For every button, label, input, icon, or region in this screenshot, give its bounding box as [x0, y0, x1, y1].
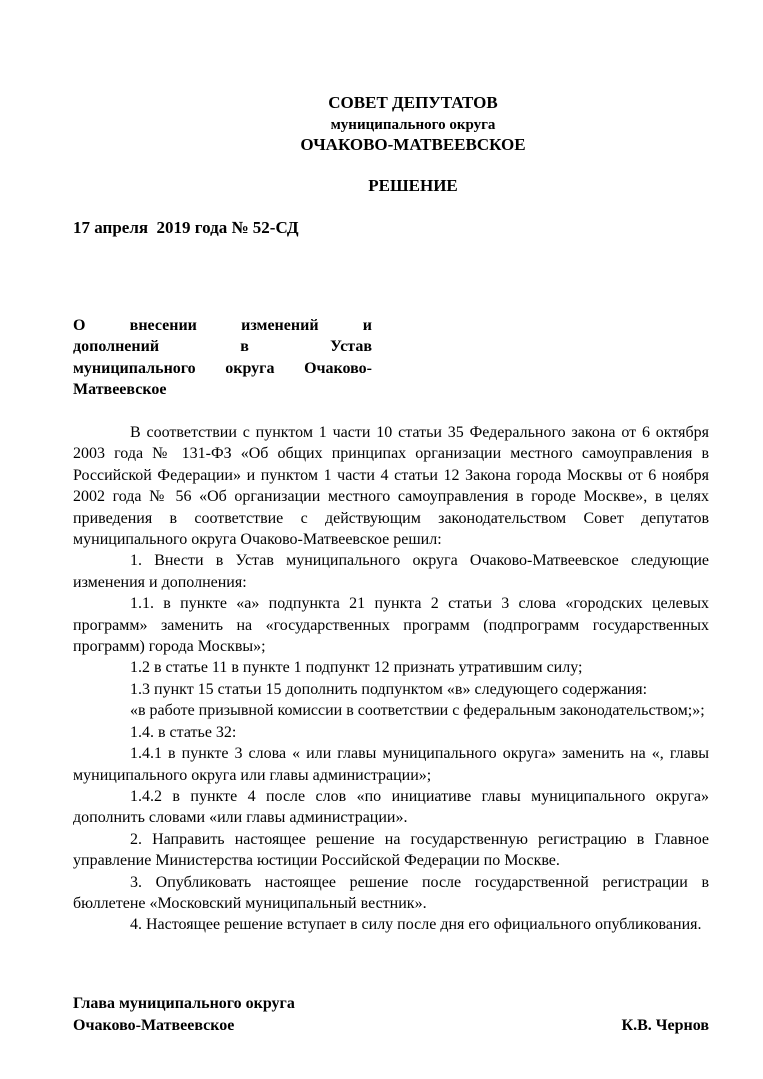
decision-subject	[73, 315, 372, 400]
subject-line: О внесении изменений и	[73, 317, 372, 334]
clause-paragraph: 1. Внести в Устав муниципального округа Очаково-Матвеевское следующие изменения и дополнения:	[73, 552, 709, 591]
clause-paragraph: 1.3 пункт 15 статьи 15 дополнить подпунктом «в» следующего содержания:	[130, 680, 648, 698]
signature-position-line	[73, 995, 709, 1013]
clause-paragraph: 1.2 в статье 11 в пункте 1 подпункт 12 признать утратившим силу;	[130, 659, 583, 677]
decision-body	[73, 422, 709, 936]
signature-block	[73, 1017, 709, 1035]
document-type: РЕШЕНИЕ	[368, 176, 458, 195]
subject-line: Матвеевское	[73, 380, 167, 398]
signature-district: Очаково-Матвеевское	[73, 1017, 235, 1034]
clause-paragraph: 2. Направить настоящее решение на государственную регистрацию в Главное управление Министерства юстиции Российской Федерации по Москве.	[73, 830, 709, 870]
council-subtitle: муниципального округа	[330, 117, 496, 133]
preamble-paragraph: В соответствии с пунктом 1 части 10 статьи 35 Федерального закона от 6 октября 2003 года № 131-ФЗ «Об общих принципах организации местного самоуправления в Российской Федерации» и пунктом 1 части 4 статьи 12 Закона города Москвы от 6 ноября 2002 года № 56 «Об организации местного самоуправления в городе Москве», в целях приведения в соответствие с действующим законодательством Совет депутатов муниципального округа Очаково-Матвеевское решил:	[73, 424, 709, 549]
clause-paragraph: «в работе призывной комиссии в соответствии с федеральным законодательством;»;	[130, 702, 705, 720]
clause-paragraph: 3. Опубликовать настоящее решение после государственной регистрации в бюллетене «Московский муниципальный вестник».	[73, 873, 709, 912]
district-name: ОЧАКОВО-МАТВЕЕВСКОЕ	[300, 135, 526, 154]
clause-paragraph: 1.4.2 в пункте 4 после слов «по инициативе главы муниципального округа» дополнить словами «или главы администрации».	[73, 787, 709, 827]
clause-paragraph: 4. Настоящее решение вступает в силу после дня его официального опубликования.	[130, 916, 702, 934]
date-and-number: 17 апреля 2019 года № 52-СД	[73, 218, 299, 237]
subject-line: дополнений в Устав	[73, 338, 372, 356]
subject-line: муниципального округа Очаково-	[73, 359, 372, 377]
signature-position: Глава муниципального округа	[73, 995, 295, 1012]
council-title: СОВЕТ ДЕПУТАТОВ	[328, 93, 498, 112]
clause-paragraph: 1.4.1 в пункте 3 слова « или главы муниципального округа» заменить на «, главы муниципального округа или главы администрации»;	[73, 745, 709, 784]
clause-paragraph: 1.4. в статье 32:	[130, 723, 237, 741]
clause-paragraph: 1.1. в пункте «а» подпункта 21 пункта 2 статьи 3 слова «городских целевых программ» заменить на «государственных программ (подпрограмм государственных программ) города Москвы»;	[73, 595, 709, 656]
signer-name: К.В. Чернов	[621, 1017, 709, 1034]
